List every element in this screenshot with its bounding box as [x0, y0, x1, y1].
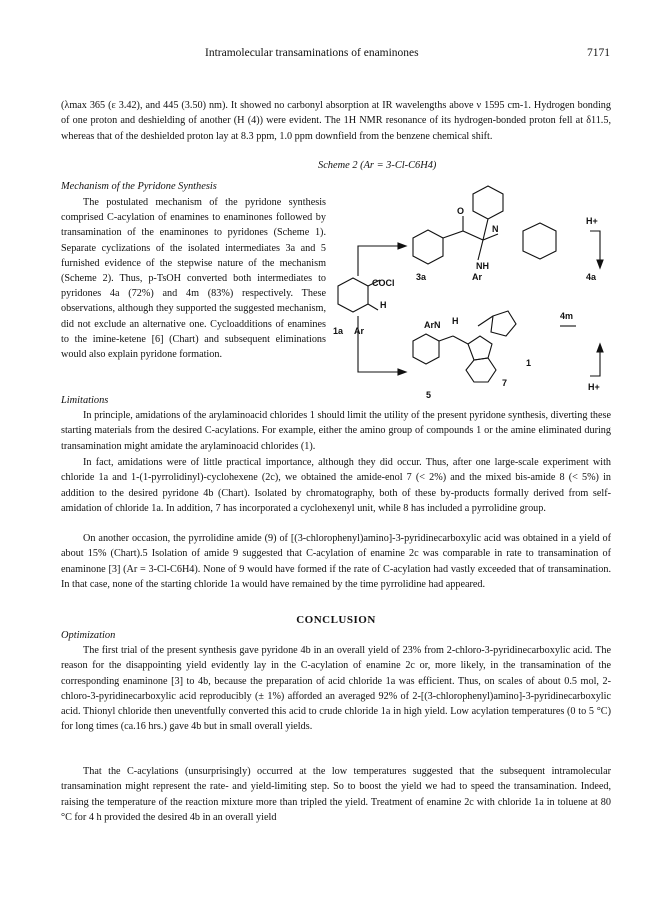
label-4m: 4m — [560, 311, 574, 321]
optimization-heading: Optimization — [61, 630, 116, 641]
intro-paragraph: (λmax 365 (ε 3.42), and 445 (3.50) nm). It showed no carbonyl absorption at IR wavelengths above ν 1595 cm-1. Hydrogen bonding of one proton and deshielding of another (H (4)) were evident. The 1H NMR resonance of its hydrogen-bonded proton fell at δ11.5, whereas that of the deshielded proton lay at 8.3 ppm, 1.0 ppm downfield from the benzene chemical shift. — [61, 100, 611, 142]
limitations-heading: Limitations — [61, 395, 109, 406]
limitations-paragraph-3: On another occasion, the pyrrolidine amide (9) of [(3-chlorophenyl)amino]-3-pyridinecarboxylic acid was obtained in a yield of about 15% (Chart).5 Isolation of amide 9 suggested that C-acylation of enamine 2c was comparable in rate to transamination of enaminone [3] (Ar = 3-Cl-C6H4). None of 9 would have formed if the rate of C-acylation had vastly exceeded that of transamination. In that case, none of the starting chloride 1a would have remained by the time pyrrolidine had appeared. — [61, 533, 611, 590]
scheme-2-diagram — [328, 176, 618, 406]
label-arn: ArN — [424, 320, 441, 330]
limitations-paragraph-2: In fact, amidations were of little practical importance, although they did occur. Thus, after one large-scale experiment with chloride 1a and 1-(1-pyrrolidinyl)-cyclohexene (2c), we obtained the amide-enol 7 (< 2%) and the mixed bis-amide 8 (< 5%) in addition to the desired pyridone 4b (Chart). Isolated by chromatography, both of these by-products formally derived from self-amidation of chloride 1a. In addition, 7 has incorporated a cyclohexenyl unit, while 8 has included a pyrrolidine group. — [61, 457, 611, 514]
mechanism-paragraph: The postulated mechanism of the pyridone synthesis comprised C-acylation of enamines to enaminones followed by transamination of the enaminones to pyridones (Scheme 1). Separate cyclizations of the isolated intermediates 3a and 5 furnished evidence of the stepwise nature of the mechanism (Scheme 2). Thus, p-TsOH converted both intermediates to pyridones 4a (72%) and 4m (83%) respectively. These observations, although they supported the suggested mechanism, did not exclude an alternative one. Cycloadditions of enamines to the imine-ketene [6] (Chart) and subsequent eliminations would also explain pyridone formation. — [61, 197, 326, 361]
label-cocl: COCl — [372, 278, 395, 288]
limitations-paragraph-1: In principle, amidations of the arylaminoacid chlorides 1 should limit the utility of the present pyridone synthesis, diverting these starting materials from the desired C-acylations. For example, either the amino group of compounds 1 or the amine eliminated during transamination might amidate the arylaminoacid chlorides (1). — [61, 410, 611, 452]
mechanism-heading: Mechanism of the Pyridone Synthesis — [61, 181, 217, 192]
label-hplus-top: H+ — [586, 216, 598, 226]
label-h-1a: H — [380, 300, 387, 310]
label-1a: 1a — [333, 326, 344, 336]
conclusion-paragraph-2: That the C-acylations (unsurprisingly) occurred at the low temperatures suggested that the subsequent intramolecular transamination might represent the rate- and yield-limiting step. So to boost the yield we had to speed the transamination. Indeed, raising the temperature of the reaction mixture more than tripled the yield. Treatment of enamine 2c with chloride 1a in toluene at 80 °C for 4 h provided the desired 4b in an overall yield — [61, 766, 611, 823]
running-title: Intramolecular transaminations of enaminones — [205, 47, 419, 59]
pyridine-ring-5 — [413, 334, 439, 364]
label-h-5: H — [452, 316, 459, 326]
page-number: 7171 — [587, 47, 610, 59]
label-4a: 4a — [586, 272, 597, 282]
conclusion-paragraph-1: The first trial of the present synthesis gave pyridone 4b in an overall yield of 23% from 2-chloro-3-pyridinecarboxylic acid. The reason for the disappointing yield evidently lay in the C-acylation of enamine 2c or, more likely, in the transamination of the corresponding enaminone [3] to 4b, because the preparation of acid chloride 1a was efficient. Thus, on scales of about 0.5 mol, 2-chloro-3-pyridinecarboxylic acid reproducibly (± 1%) afforded an averaged 92% of 2-[(3-chlorophenyl)amino]-3-pyridinecarboxylic acid. Thionyl chloride then uneventfully converted this acid to crude chloride 1a in high yield. Low acylation temperatures (0 to 5 °C) for long times (ca.16 hrs.) gave 4b but in small overall yields. — [61, 645, 611, 733]
pyridine-ring-1a — [338, 278, 368, 312]
label-hplus-bottom: H+ — [588, 382, 600, 392]
label-3a: 3a — [416, 272, 427, 282]
label-7: 7 — [502, 378, 508, 388]
pyridine-ring-3a — [413, 230, 443, 264]
scheme-title: Scheme 2 (Ar = 3-Cl-C6H4) — [318, 160, 437, 171]
label-1: 1 — [526, 358, 532, 368]
label-ar-1a: Ar — [354, 326, 365, 336]
morpholine-ring-4a — [523, 223, 556, 259]
label-o: O — [457, 206, 465, 216]
label-n: N — [492, 224, 499, 234]
morpholine-ring-top — [473, 186, 503, 219]
label-5: 5 — [426, 390, 432, 400]
conclusion-heading: CONCLUSION — [296, 614, 376, 626]
indane-benzene-ring — [466, 358, 496, 382]
label-ar-3a: Ar — [472, 272, 483, 282]
pyrrolidine-ring — [491, 311, 516, 336]
label-nh: NH — [476, 261, 489, 271]
indane-five-ring — [468, 336, 492, 360]
